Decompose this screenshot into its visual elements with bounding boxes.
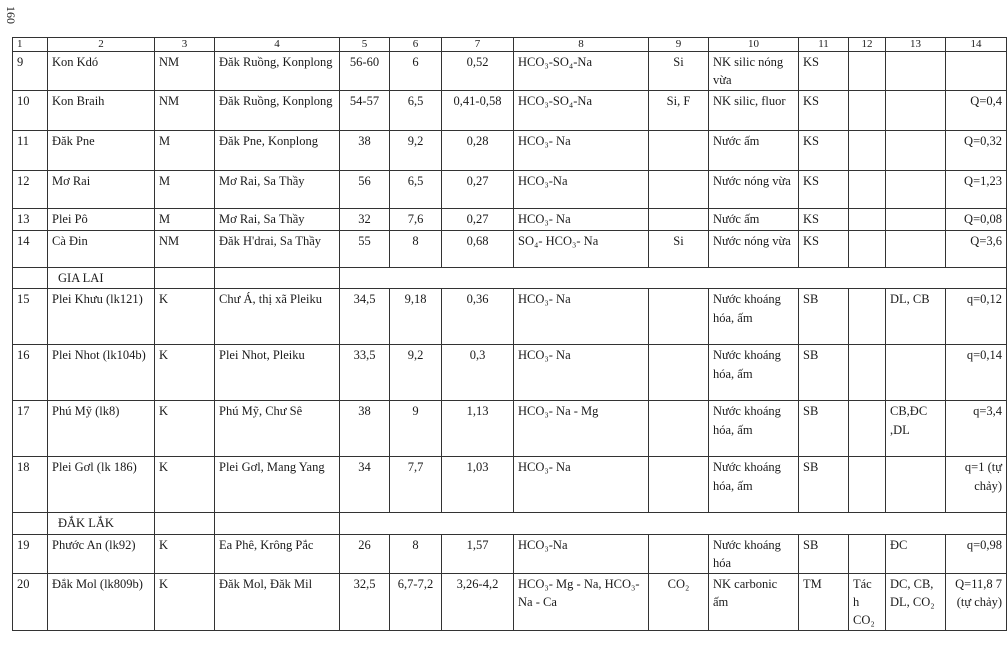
usage-cell: DL, CB (886, 289, 946, 345)
ph-cell: 6 (390, 52, 442, 91)
classification-cell: Nước khoáng hóa, ấm (709, 401, 799, 457)
classification-cell: NK carbonic ấm (709, 573, 799, 630)
table-row (13, 131, 1007, 171)
usage-cell: ĐC (886, 534, 946, 573)
table-row (13, 52, 1007, 91)
table-row (13, 209, 1007, 231)
mineralization-cell: 1,57 (442, 534, 514, 573)
status-cell: KS (799, 209, 849, 231)
header-cell: 10 (709, 38, 799, 52)
special-element-cell (649, 209, 709, 231)
table-row (13, 289, 1007, 345)
composition-cell: HCO₃-Na (514, 534, 649, 573)
status-cell: KS (799, 52, 849, 91)
ph-cell: 6,7-7,2 (390, 573, 442, 630)
name-cell: Phước An (lk92) (48, 534, 155, 573)
col12-cell (849, 457, 886, 513)
status-cell: SB (799, 401, 849, 457)
flow-cell: q=0,14 (946, 345, 1007, 401)
special-element-cell: Si (649, 52, 709, 91)
location-cell: Đăk Mol, Đăk Mil (215, 573, 340, 630)
stt-cell: 11 (13, 131, 48, 171)
table-row (13, 573, 1007, 630)
temperature-cell: 34 (340, 457, 390, 513)
ph-cell: 7,6 (390, 209, 442, 231)
usage-cell (886, 91, 946, 131)
location-cell: Đăk H'drai, Sa Thầy (215, 231, 340, 268)
status-cell: SB (799, 289, 849, 345)
composition-cell: HCO₃- Na (514, 457, 649, 513)
header-cell: 9 (649, 38, 709, 52)
usage-cell (886, 457, 946, 513)
header-cell: 12 (849, 38, 886, 52)
temperature-cell: 32,5 (340, 573, 390, 630)
ph-cell: 6,5 (390, 91, 442, 131)
header-cell: 11 (799, 38, 849, 52)
classification-cell: Nước khoáng hóa, ấm (709, 289, 799, 345)
ph-cell: 9,18 (390, 289, 442, 345)
mineralization-cell: 0,3 (442, 345, 514, 401)
table-row (13, 401, 1007, 457)
location-cell: Phú Mỹ, Chư Sê (215, 401, 340, 457)
type-cell: M (155, 171, 215, 209)
flow-cell: q=3,4 (946, 401, 1007, 457)
stt-cell: 13 (13, 209, 48, 231)
temperature-cell: 38 (340, 401, 390, 457)
special-element-cell: CO₂ (649, 573, 709, 630)
section-empty-cell (215, 513, 340, 534)
stt-cell: 17 (13, 401, 48, 457)
classification-cell: Nước khoáng hóa, ấm (709, 345, 799, 401)
location-cell: Mơ Rai, Sa Thầy (215, 209, 340, 231)
flow-cell: Q=0,4 (946, 91, 1007, 131)
stt-cell: 14 (13, 231, 48, 268)
header-cell: 13 (886, 38, 946, 52)
type-cell: K (155, 457, 215, 513)
ph-cell: 9,2 (390, 131, 442, 171)
location-cell: Đăk Ruồng, Konplong (215, 52, 340, 91)
col12-cell (849, 231, 886, 268)
header-cell: 5 (340, 38, 390, 52)
mineralization-cell: 0,68 (442, 231, 514, 268)
status-cell: SB (799, 457, 849, 513)
composition-cell: HCO₃- Na (514, 209, 649, 231)
type-cell: K (155, 289, 215, 345)
name-cell: Kon Kdó (48, 52, 155, 91)
header-row (13, 38, 1007, 52)
temperature-cell: 56 (340, 171, 390, 209)
mineralization-cell: 0,41-0,58 (442, 91, 514, 131)
classification-cell: NK silic nóng vừa (709, 52, 799, 91)
status-cell: TM (799, 573, 849, 630)
ph-cell: 8 (390, 534, 442, 573)
usage-cell (886, 345, 946, 401)
header-cell: 3 (155, 38, 215, 52)
ph-cell: 9,2 (390, 345, 442, 401)
ph-cell: 9 (390, 401, 442, 457)
composition-cell: SO₄- HCO₃- Na (514, 231, 649, 268)
location-cell: Plei Gơl, Mang Yang (215, 457, 340, 513)
status-cell: KS (799, 131, 849, 171)
col12-cell (849, 131, 886, 171)
temperature-cell: 33,5 (340, 345, 390, 401)
temperature-cell: 55 (340, 231, 390, 268)
section-row (13, 268, 1007, 289)
usage-cell (886, 209, 946, 231)
location-cell: Đăk Ruồng, Konplong (215, 91, 340, 131)
temperature-cell: 56-60 (340, 52, 390, 91)
stt-cell: 12 (13, 171, 48, 209)
section-empty-cell (215, 268, 340, 289)
type-cell: K (155, 534, 215, 573)
col12-cell: Tác h CO₂ (849, 573, 886, 630)
flow-cell: q=0,12 (946, 289, 1007, 345)
flow-cell: Q=1,23 (946, 171, 1007, 209)
composition-cell: HCO₃-SO₄-Na (514, 91, 649, 131)
classification-cell: Nước nóng vừa (709, 171, 799, 209)
flow-cell: Q=3,6 (946, 231, 1007, 268)
type-cell: K (155, 573, 215, 630)
header-cell: 14 (946, 38, 1007, 52)
section-stt-cell (13, 513, 48, 534)
col12-cell (849, 209, 886, 231)
type-cell: K (155, 401, 215, 457)
status-cell: KS (799, 91, 849, 131)
section-empty-cell (340, 268, 1007, 289)
composition-cell: HCO₃- Na (514, 131, 649, 171)
status-cell: SB (799, 534, 849, 573)
mineralization-cell: 0,28 (442, 131, 514, 171)
temperature-cell: 26 (340, 534, 390, 573)
special-element-cell: Si (649, 231, 709, 268)
classification-cell: NK silic, fluor (709, 91, 799, 131)
classification-cell: Nước khoáng hóa, ấm (709, 457, 799, 513)
classification-cell: Nước nóng vừa (709, 231, 799, 268)
col12-cell (849, 345, 886, 401)
special-element-cell: Si, F (649, 91, 709, 131)
type-cell: NM (155, 231, 215, 268)
temperature-cell: 54-57 (340, 91, 390, 131)
classification-cell: Nước ấm (709, 209, 799, 231)
mineralization-cell: 0,27 (442, 209, 514, 231)
name-cell: Phú Mỹ (lk8) (48, 401, 155, 457)
header-cell: 1 (13, 38, 48, 52)
section-label: GIA LAI (48, 268, 155, 289)
composition-cell: HCO₃- Na - Mg (514, 401, 649, 457)
usage-cell: DC, CB, DL, CO₂ (886, 573, 946, 630)
usage-cell (886, 131, 946, 171)
section-label: ĐẮK LẮK (48, 513, 155, 534)
name-cell: Plei Gơl (lk 186) (48, 457, 155, 513)
special-element-cell (649, 131, 709, 171)
type-cell: M (155, 131, 215, 171)
name-cell: Cà Đin (48, 231, 155, 268)
page-number: 160 (4, 6, 18, 24)
composition-cell: HCO₃- Mg - Na, HCO₃- Na - Ca (514, 573, 649, 630)
status-cell: KS (799, 171, 849, 209)
table-row (13, 231, 1007, 268)
type-cell: M (155, 209, 215, 231)
section-row (13, 513, 1007, 534)
stt-cell: 9 (13, 52, 48, 91)
name-cell: Plei Pô (48, 209, 155, 231)
col12-cell (849, 289, 886, 345)
composition-cell: HCO₃-Na (514, 171, 649, 209)
flow-cell: q=1 (tự chảy) (946, 457, 1007, 513)
mineralization-cell: 0,52 (442, 52, 514, 91)
name-cell: Đăk Pne (48, 131, 155, 171)
special-element-cell (649, 457, 709, 513)
special-element-cell (649, 289, 709, 345)
location-cell: Đăk Pne, Konplong (215, 131, 340, 171)
location-cell: Mơ Rai, Sa Thầy (215, 171, 340, 209)
table-row (13, 457, 1007, 513)
mineralization-cell: 0,36 (442, 289, 514, 345)
col12-cell (849, 91, 886, 131)
classification-cell: Nước ấm (709, 131, 799, 171)
flow-cell: q=0,98 (946, 534, 1007, 573)
table-row (13, 345, 1007, 401)
mineralization-cell: 1,13 (442, 401, 514, 457)
stt-cell: 16 (13, 345, 48, 401)
type-cell: NM (155, 91, 215, 131)
usage-cell: CB,ĐC ,DL (886, 401, 946, 457)
col12-cell (849, 52, 886, 91)
stt-cell: 10 (13, 91, 48, 131)
name-cell: Kon Braih (48, 91, 155, 131)
usage-cell (886, 171, 946, 209)
location-cell: Ea Phê, Krông Pắc (215, 534, 340, 573)
col12-cell (849, 534, 886, 573)
flow-cell: Q=0,08 (946, 209, 1007, 231)
header-cell: 2 (48, 38, 155, 52)
location-cell: Plei Nhot, Pleiku (215, 345, 340, 401)
header-cell: 6 (390, 38, 442, 52)
temperature-cell: 34,5 (340, 289, 390, 345)
classification-cell: Nước khoáng hóa (709, 534, 799, 573)
ph-cell: 8 (390, 231, 442, 268)
header-cell: 4 (215, 38, 340, 52)
type-cell: K (155, 345, 215, 401)
col12-cell (849, 401, 886, 457)
name-cell: Plei Khưu (lk121) (48, 289, 155, 345)
name-cell: Đắk Mol (lk809b) (48, 573, 155, 630)
composition-cell: HCO₃- Na (514, 289, 649, 345)
ph-cell: 6,5 (390, 171, 442, 209)
special-element-cell (649, 534, 709, 573)
type-cell: NM (155, 52, 215, 91)
col12-cell (849, 171, 886, 209)
mineralization-cell: 1,03 (442, 457, 514, 513)
stt-cell: 20 (13, 573, 48, 630)
section-empty-cell (155, 513, 215, 534)
mineralization-cell: 0,27 (442, 171, 514, 209)
location-cell: Chư Á, thị xã Pleiku (215, 289, 340, 345)
table-row (13, 91, 1007, 131)
mineral-water-table (12, 37, 1007, 631)
flow-cell: Q=0,32 (946, 131, 1007, 171)
special-element-cell (649, 345, 709, 401)
temperature-cell: 38 (340, 131, 390, 171)
composition-cell: HCO₃- Na (514, 345, 649, 401)
stt-cell: 15 (13, 289, 48, 345)
special-element-cell (649, 171, 709, 209)
name-cell: Plei Nhot (lk104b) (48, 345, 155, 401)
flow-cell (946, 52, 1007, 91)
name-cell: Mơ Rai (48, 171, 155, 209)
header-cell: 8 (514, 38, 649, 52)
special-element-cell (649, 401, 709, 457)
section-empty-cell (155, 268, 215, 289)
usage-cell (886, 231, 946, 268)
status-cell: SB (799, 345, 849, 401)
table-row (13, 171, 1007, 209)
status-cell: KS (799, 231, 849, 268)
table-row (13, 534, 1007, 573)
mineralization-cell: 3,26-4,2 (442, 573, 514, 630)
stt-cell: 19 (13, 534, 48, 573)
ph-cell: 7,7 (390, 457, 442, 513)
header-cell: 7 (442, 38, 514, 52)
usage-cell (886, 52, 946, 91)
stt-cell: 18 (13, 457, 48, 513)
section-empty-cell (340, 513, 1007, 534)
composition-cell: HCO₃-SO₄-Na (514, 52, 649, 91)
temperature-cell: 32 (340, 209, 390, 231)
flow-cell: Q=11,8 7 (tự chảy) (946, 573, 1007, 630)
section-stt-cell (13, 268, 48, 289)
